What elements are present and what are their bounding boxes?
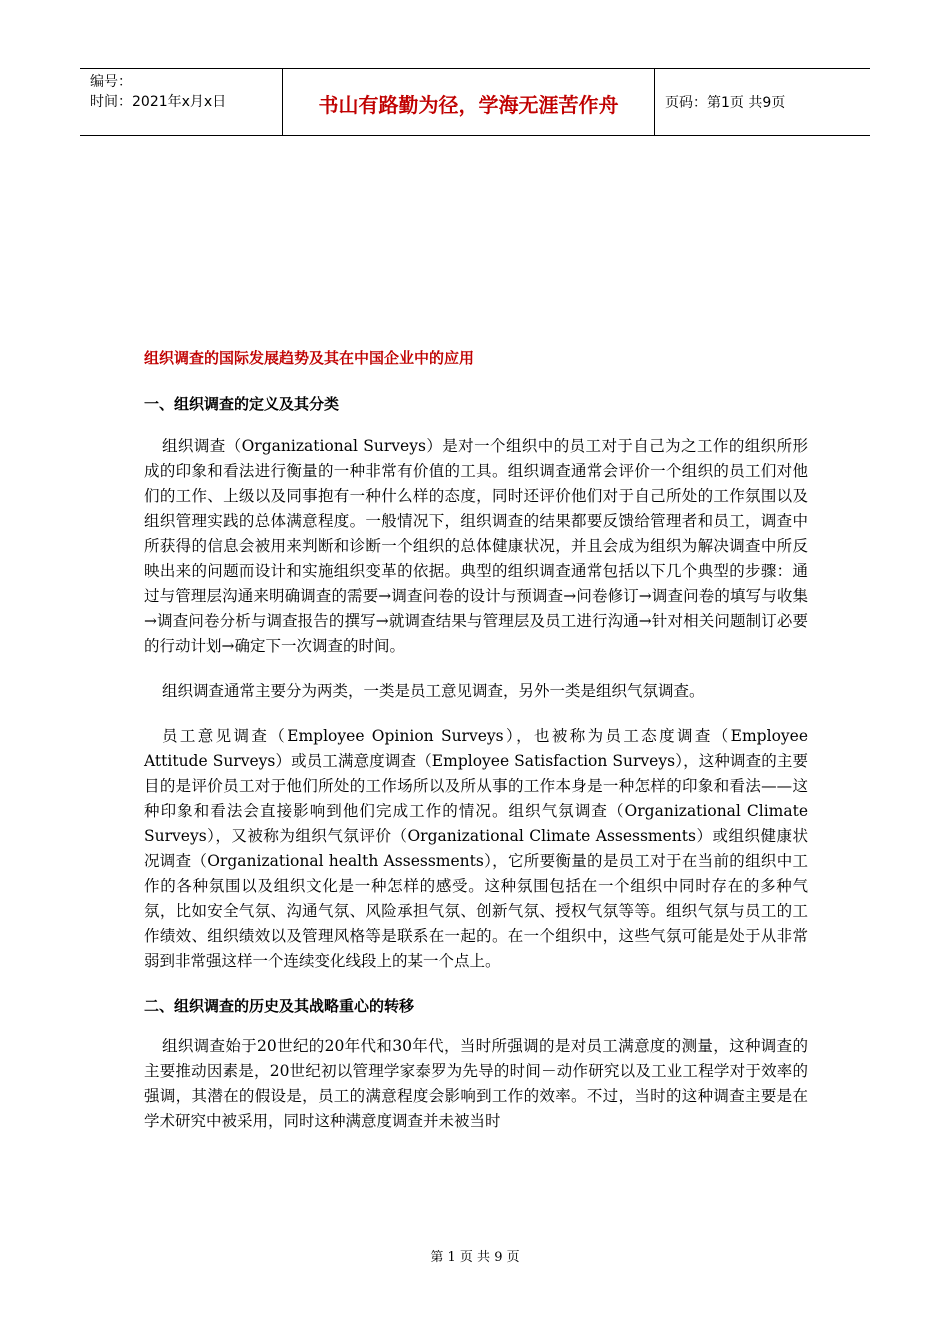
page-footer: 第 1 页 共 9 页 bbox=[430, 1250, 520, 1265]
number-label: 编号： bbox=[90, 74, 132, 90]
page-header bbox=[80, 68, 870, 136]
header-motto: 书山有路勤为径，学海无涯苦作舟 bbox=[282, 69, 655, 135]
paragraph: 组织调查通常主要分为两类，一类是员工意见调查，另外一类是组织气氛调查。 bbox=[162, 682, 705, 700]
section-heading-1: 一、组织调查的定义及其分类 bbox=[144, 395, 340, 413]
header-meta bbox=[80, 69, 282, 135]
paragraph: 员工意见调查（Employee Opinion Surveys），也被称为员工态度调查（Employee Attitude Surveys）或员工满意度调查（Employee Satisfaction Surveys），这种调查的主要目的是评价员工对于他们所处的工作场所以及所从事的工作本身是一种怎样的印象和看法——这种印象和看法会直接影响到他们完成工作的情况。组织气氛调查（Organizational Climate Surveys），又被称为组织气氛评价（Organizational Climate Assessments）或组织健康状况调查（Organizational health Assessments），它所要衡量的是员工对于在当前的组织中工作的各种氛围以及组织文化是一种怎样的感受。这种氛围包括在一个组织中同时存在的多种气氛，比如安全气氛、沟通气氛、风险承担气氛、创新气氛、授权气氛等等。组织气氛与员工的工作绩效、组织绩效以及管理风格等是联系在一起的。在一个组织中，这些气氛可能是处于从非常弱到非常强这样一个连续变化线段上的某一个点上。 bbox=[144, 727, 808, 970]
document-body bbox=[144, 346, 808, 1154]
paragraph: 组织调查（Organizational Surveys）是对一个组织中的员工对于自己为之工作的组织所形成的印象和看法进行衡量的一种非常有价值的工具。组织调查通常会评价一个组织的员工们对他们的工作、上级以及同事抱有一种什么样的态度，同时还评价他们对于自己所处的工作氛围以及组织管理实践的总体满意程度。一般情况下，组织调查的结果都要反馈给管理者和员工，调查中所获得的信息会被用来判断和诊断一个组织的总体健康状况，并且会成为组织为解决调查中所反映出来的问题而设计和实施组织变革的依据。典型的组织调查通常包括以下几个典型的步骤：通过与管理层沟通来明确调查的需要→调查问卷的设计与预调查→问卷修订→调查问卷的填写与收集→调查问卷分析与调查报告的撰写→就调查结果与管理层及员工进行沟通→针对相关问题制订必要的行动计划→确定下一次调查的时间。 bbox=[144, 437, 808, 655]
header-page-code: 页码：第1页 共9页 bbox=[665, 95, 786, 111]
section-heading-2: 二、组织调查的历史及其战略重心的转移 bbox=[144, 997, 415, 1015]
document-title: 组织调查的国际发展趋势及其在中国企业中的应用 bbox=[144, 349, 475, 367]
time-label: 时间：2021年x月x日 bbox=[90, 94, 227, 110]
paragraph: 组织调查始于20世纪的20年代和30年代，当时所强调的是对员工满意度的测量，这种调查的主要推动因素是，20世纪初以管理学家泰罗为先导的时间－动作研究以及工业工程学对于效率的强调，其潜在的假设是，员工的满意程度会影响到工作的效率。不过，当时的这种调查主要是在学术研究中被采用，同时这种满意度调查并未被当时 bbox=[144, 1037, 808, 1130]
